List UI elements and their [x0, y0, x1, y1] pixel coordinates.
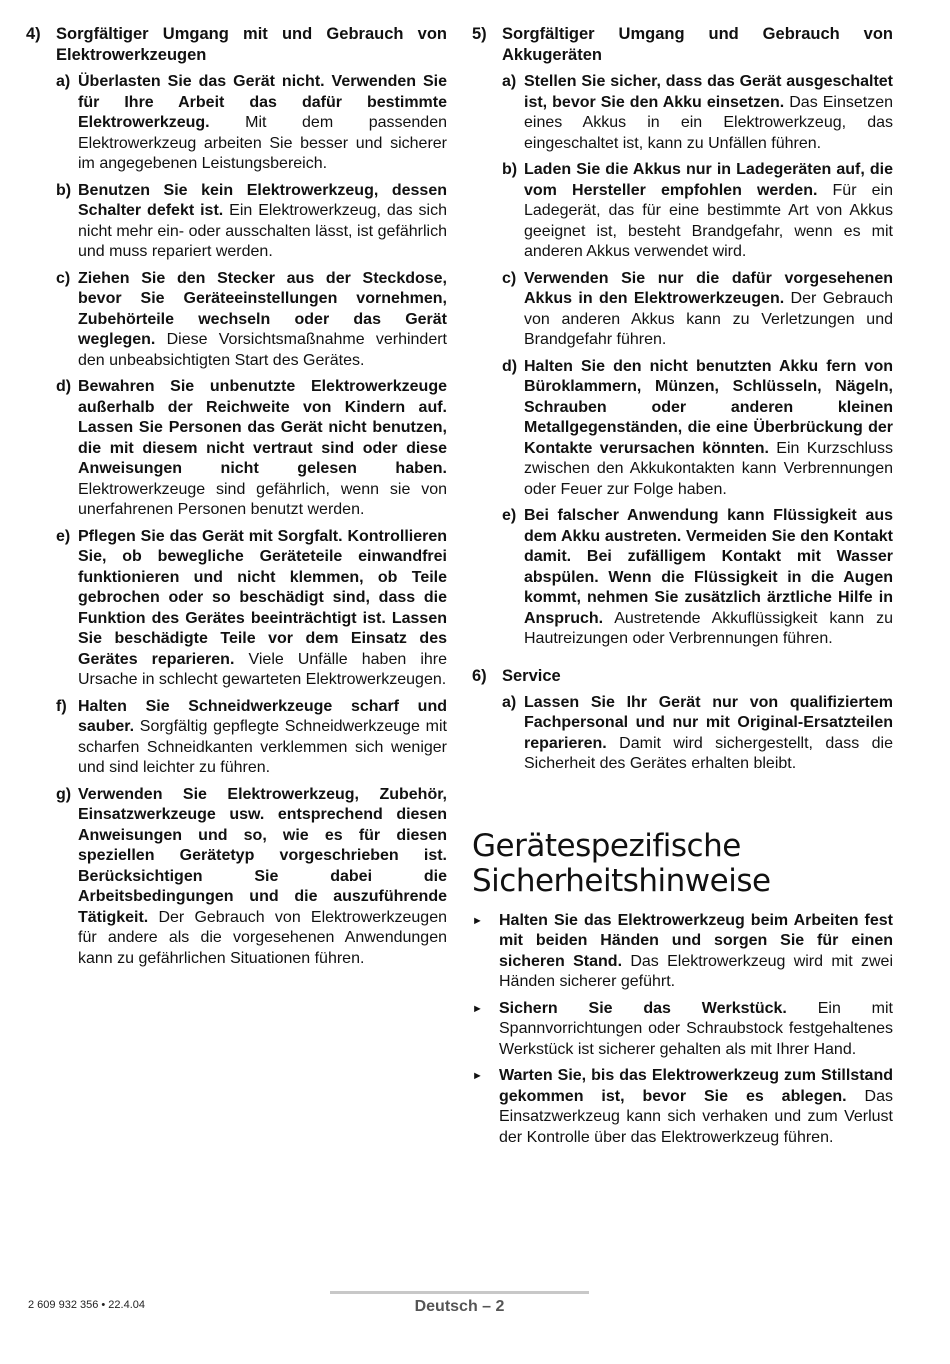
section-5-heading — [472, 24, 893, 66]
list-item-4c — [26, 269, 447, 372]
document-id: 2 609 932 356 • 22.4.04 — [28, 1299, 146, 1311]
bullet-bold-text: Sichern Sie das Werkstück. — [499, 999, 787, 1017]
item-label: b) — [56, 181, 72, 199]
page-heading — [472, 829, 893, 899]
item-bold-text: Verwenden Sie nur die dafür vorgesehenen Akkus in den Elektrowerkzeugen. — [524, 269, 893, 307]
item-bold-text: Bewahren Sie unbenutzte Elektrowerkzeuge außerhalb der Reichweite von Kindern auf. Lassen Sie Personen das Gerät nicht benutzen, die mit diesem nicht vertraut sind oder diese Anweisungen nicht gelesen haben. — [78, 378, 447, 477]
item-text: Ein Elektrowerkzeug, das sich nicht mehr ein- oder ausschalten lässt, ist gefährlich und muss repariert werden. — [78, 202, 448, 260]
list-item-4a — [26, 72, 447, 175]
bullet-text: Ein mit Spannvorrichtungen oder Schraubstock festgehaltenes Werkstück ist sicherer gehalten als mit Ihrer Hand. — [499, 999, 894, 1058]
item-text: Das Einsetzen eines Akkus in ein Elektrowerkzeug, das eingeschaltet ist, kann zu Unfällen führen. — [524, 93, 894, 152]
section-number: 4) — [26, 25, 41, 43]
list-item-5d — [472, 357, 893, 501]
heading-line-1: Gerätespezifische — [472, 827, 741, 864]
item-bold-text: Halten Sie Schneidwerkzeuge scharf und sauber. — [78, 697, 447, 735]
heading-line-2: Sicherheitshinweise — [472, 862, 771, 899]
item-bold-text: Laden Sie die Akkus nur in Ladegeräten auf, die vom Hersteller empfohlen werden. — [524, 161, 893, 199]
item-bold-text: Pflegen Sie das Gerät mit Sorgfalt. Kontrollieren Sie, ob bewegliche Geräteteile einwandfrei funktionieren und nicht klemmen, ob Teile gebrochen oder so beschädigt sind, dass die Funktion des Gerätes beeinträchtigt ist. Lassen Sie beschädigte Teile vor dem Einsatz des Gerätes reparieren. — [78, 527, 447, 668]
item-text: Elektrowerkzeuge sind gefährlich, wenn sie von unerfahrenen Personen benutzt werden. — [78, 480, 447, 518]
item-text: Sorgfältig gepflegte Schneidwerkzeuge mit scharfen Schneidkanten verklemmen sich weniger und sind leichter zu führen. — [78, 718, 447, 776]
item-label: e) — [502, 507, 517, 524]
item-label: f) — [56, 697, 67, 715]
item-bold-text: Verwenden Sie Elektrowerkzeug, Zubehör, Einsatzwerkzeuge usw. entsprechend diesen Anweisungen und so, wie es für diesen speziellen Gerätetyp vorgeschrieben ist. Berücksichtigen Sie dabei die Arbeitsbedingungen und die auszuführende Tätigkeit. — [78, 785, 447, 926]
list-item-4e — [26, 527, 447, 691]
item-bold-text: Bei falscher Anwendung kann Flüssigkeit aus dem Akku austreten. Vermeiden Sie den Kontakt damit. Bei zufälligem Kontakt mit Wasser abspülen. Wenn die Flüssigkeit in die Augen kommt, nehmen Sie zusätzlich ärztliche Hilfe in Anspruch. — [524, 507, 893, 627]
list-item-5b — [472, 160, 893, 263]
item-text: Damit wird sichergestellt, dass die Sicherheit des Gerätes erhalten bleibt. — [524, 734, 893, 772]
section-title: Service — [502, 666, 561, 685]
item-text: Mit dem passenden Elektrowerkzeug arbeiten Sie besser und sicherer im angegebenen Leistungsbereich. — [78, 114, 447, 172]
list-item-4d — [26, 377, 447, 521]
section-title: Sorgfältiger Umgang und Gebrauch von Akkugeräten — [502, 25, 893, 64]
item-label: e) — [56, 527, 71, 545]
section-number: 5) — [472, 25, 487, 43]
bullet-item — [472, 1066, 893, 1148]
item-text: Diese Vorsichtsmaßnahme verhindert den unbeabsichtigten Start des Gerätes. — [78, 331, 447, 369]
section-number: 6) — [472, 666, 487, 685]
list-item-5a — [472, 72, 893, 154]
section-4-heading — [26, 24, 447, 66]
item-label: a) — [502, 73, 517, 90]
item-bold-text: Lassen Sie Ihr Gerät nur von qualifiziertem Fachpersonal und nur mit Original-Ersatzteilen reparieren. — [524, 693, 893, 752]
page-footer — [330, 1291, 589, 1316]
item-label: b) — [502, 161, 518, 178]
item-label: c) — [502, 269, 517, 287]
triangle-bullet-icon: ► — [472, 1070, 483, 1082]
page-number: Deutsch – 2 — [414, 1298, 505, 1315]
bullet-text: Das Einsatzwerkzeug kann sich verhaken und zum Verlust der Kontrolle über das Elektrowerkzeug führen. — [499, 1087, 893, 1146]
footer-divider — [330, 1291, 589, 1294]
item-text: Der Gebrauch von anderen Akkus kann zu Verletzungen und Brandgefahr führen. — [524, 290, 893, 348]
bullet-text: Das Elektrowerkzeug wird mit zwei Händen sicherer geführt. — [499, 952, 894, 990]
list-item-4f — [26, 697, 447, 779]
triangle-bullet-icon: ► — [472, 1002, 483, 1015]
list-item-4g — [26, 785, 447, 970]
item-bold-text: Stellen Sie sicher, dass das Gerät ausgeschaltet ist, bevor Sie den Akku einsetzen. — [524, 73, 893, 111]
list-item-6a — [472, 693, 893, 775]
list-item-4b — [26, 181, 447, 263]
item-label: a) — [502, 693, 517, 711]
bullet-item — [472, 911, 893, 993]
item-bold-text: Benutzen Sie kein Elektrowerkzeug, dessen Schalter defekt ist. — [78, 181, 447, 219]
bullet-bold-text: Halten Sie das Elektrowerkzeug beim Arbeiten fest mit beiden Händen und sorgen Sie für einen sicheren Stand. — [499, 911, 893, 970]
bullet-bold-text: Warten Sie, bis das Elektrowerkzeug zum Stillstand gekommen ist, bevor Sie es ablegen. — [499, 1067, 893, 1105]
item-text: Für ein Ladegerät, das für eine bestimmte Art von Akkus geeignet ist, besteht Brandgefahr, wenn es mit anderen Akkus verwendet wird. — [524, 181, 894, 260]
item-label: a) — [56, 73, 71, 90]
section-6-heading — [472, 666, 893, 687]
triangle-bullet-icon: ► — [472, 914, 483, 927]
item-label: c) — [56, 269, 71, 287]
item-label: d) — [502, 357, 518, 375]
list-item-5e — [472, 506, 893, 650]
item-text: Der Gebrauch von Elektrowerkzeugen für andere als die vorgesehenen Anwendungen kann zu gefährlichen Situationen führen. — [78, 908, 447, 967]
bullet-item — [472, 999, 893, 1061]
item-label: d) — [56, 378, 72, 395]
item-label: g) — [56, 785, 72, 803]
section-title: Sorgfältiger Umgang mit und Gebrauch von Elektrowerkzeugen — [56, 25, 447, 64]
list-item-5c — [472, 269, 893, 351]
right-column — [472, 24, 893, 1148]
item-bold-text: Ziehen Sie den Stecker aus der Steckdose, bevor Sie Geräteeinstellungen vornehmen, Zubehörteile wechseln oder das Gerät weglegen. — [78, 269, 447, 348]
item-text: Viele Unfälle haben ihre Ursache in schlecht gewarteten Elektrowerkzeugen. — [78, 650, 447, 688]
item-text: Ein Kurzschluss zwischen den Akkukontakten kann Verbrennungen oder Feuer zur Folge haben. — [524, 439, 893, 498]
item-text: Austretende Akkuflüssigkeit kann zu Hautreizungen oder Verbrennungen führen. — [524, 609, 893, 647]
left-column — [26, 24, 447, 969]
item-bold-text: Überlasten Sie das Gerät nicht. Verwenden Sie für Ihre Arbeit das dafür bestimmte Elektrowerkzeug. — [78, 73, 447, 131]
item-bold-text: Halten Sie den nicht benutzten Akku fern von Büroklammern, Münzen, Schlüsseln, Nägeln, Schrauben oder anderen kleinen Metallgegenständen, die eine Überbrückung der Kontakte verursachen könnten. — [524, 357, 893, 457]
